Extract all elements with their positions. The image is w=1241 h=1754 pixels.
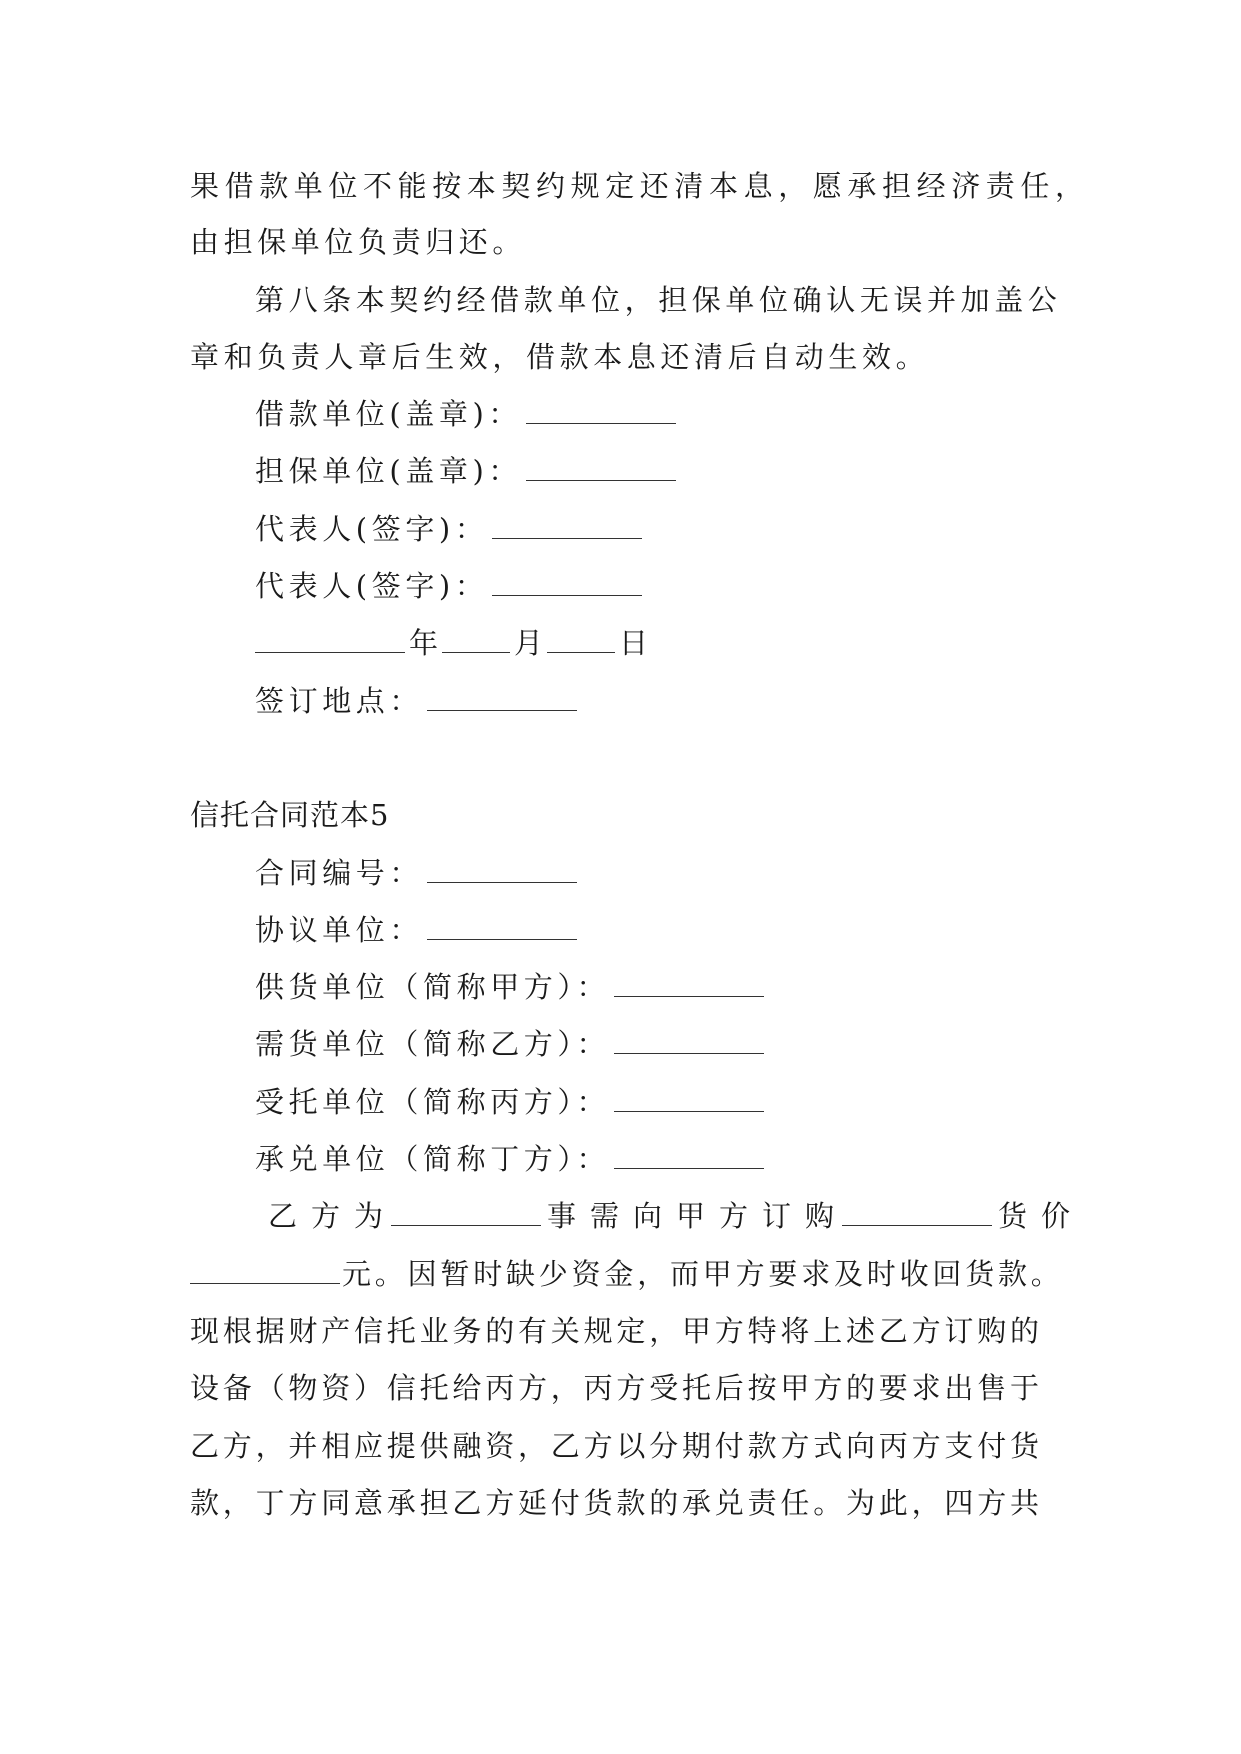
fill-blank [614,1142,764,1169]
contract-number-line [255,853,1135,893]
fill-blank [190,1257,340,1284]
signature-label: 借款单位(盖章)： [255,397,523,431]
signature-borrower [255,394,1135,434]
field-label: 供货单位（简称甲方）： [255,970,611,1004]
fill-blank [614,970,764,997]
body-text: 货价 [998,1199,1085,1233]
sign-place-label: 签订地点： [255,684,424,718]
party-d-line [255,1139,1135,1179]
agreement-unit-line [255,910,1135,950]
article-8-line: 章和负责人章后生效，借款本息还清后自动生效。 [190,340,930,374]
fill-blank [526,454,676,481]
article-8-line: 第八条本契约经借款单位，担保单位确认无误并加盖公 [255,283,1062,317]
party-a-line [255,967,1135,1007]
signature-representative [255,566,1135,606]
party-c-line [255,1082,1135,1122]
fill-blank [442,626,510,653]
body-line [268,1196,1148,1236]
body-line: 设备（物资）信托给丙方，丙方受托后按甲方的要求出售于 [190,1371,1043,1405]
field-label: 合同编号： [255,856,424,890]
field-label: 承兑单位（简称丁方）： [255,1142,611,1176]
signature-guarantor [255,451,1135,491]
date-line [255,623,1135,663]
signature-label: 代表人(签字)： [255,512,489,546]
body-text: 元。因暂时缺少资金，而甲方要求及时收回货款。 [342,1257,1064,1291]
field-label: 需货单位（简称乙方）： [255,1027,611,1061]
fill-blank [427,684,577,711]
body-line: 款，丁方同意承担乙方延付货款的承兑责任。为此，四方共 [190,1486,1043,1520]
date-year-label: 年 [409,626,439,660]
party-b-line [255,1024,1135,1064]
fill-blank [391,1199,541,1226]
fill-blank [427,913,577,940]
paragraph-line: 由担保单位负责归还。 [190,225,527,259]
body-text: 事需向甲方订购 [547,1199,849,1233]
signature-representative [255,509,1135,549]
fill-blank [614,1085,764,1112]
field-label: 协议单位： [255,913,424,947]
fill-blank [492,569,642,596]
body-line [190,1254,1070,1294]
section-title: 信托合同范本5 [190,798,390,832]
fill-blank [427,856,577,883]
fill-blank [547,626,615,653]
paragraph-line: 果借款单位不能按本契约规定还清本息，愿承担经济责任， [190,169,1090,203]
sign-place-line [255,681,1135,721]
fill-blank [492,512,642,539]
signature-label: 担保单位(盖章)： [255,454,523,488]
field-label: 受托单位（简称丙方）： [255,1085,611,1119]
body-line: 现根据财产信托业务的有关规定，甲方特将上述乙方订购的 [190,1314,1043,1348]
date-month-label: 月 [514,626,544,660]
signature-label: 代表人(签字)： [255,569,489,603]
fill-blank [614,1027,764,1054]
date-day-label: 日 [619,626,649,660]
body-text: 乙方为 [268,1199,398,1233]
body-line: 乙方，并相应提供融资，乙方以分期付款方式向丙方支付货 [190,1429,1043,1463]
fill-blank [255,626,405,653]
fill-blank [526,397,676,424]
fill-blank [842,1199,992,1226]
